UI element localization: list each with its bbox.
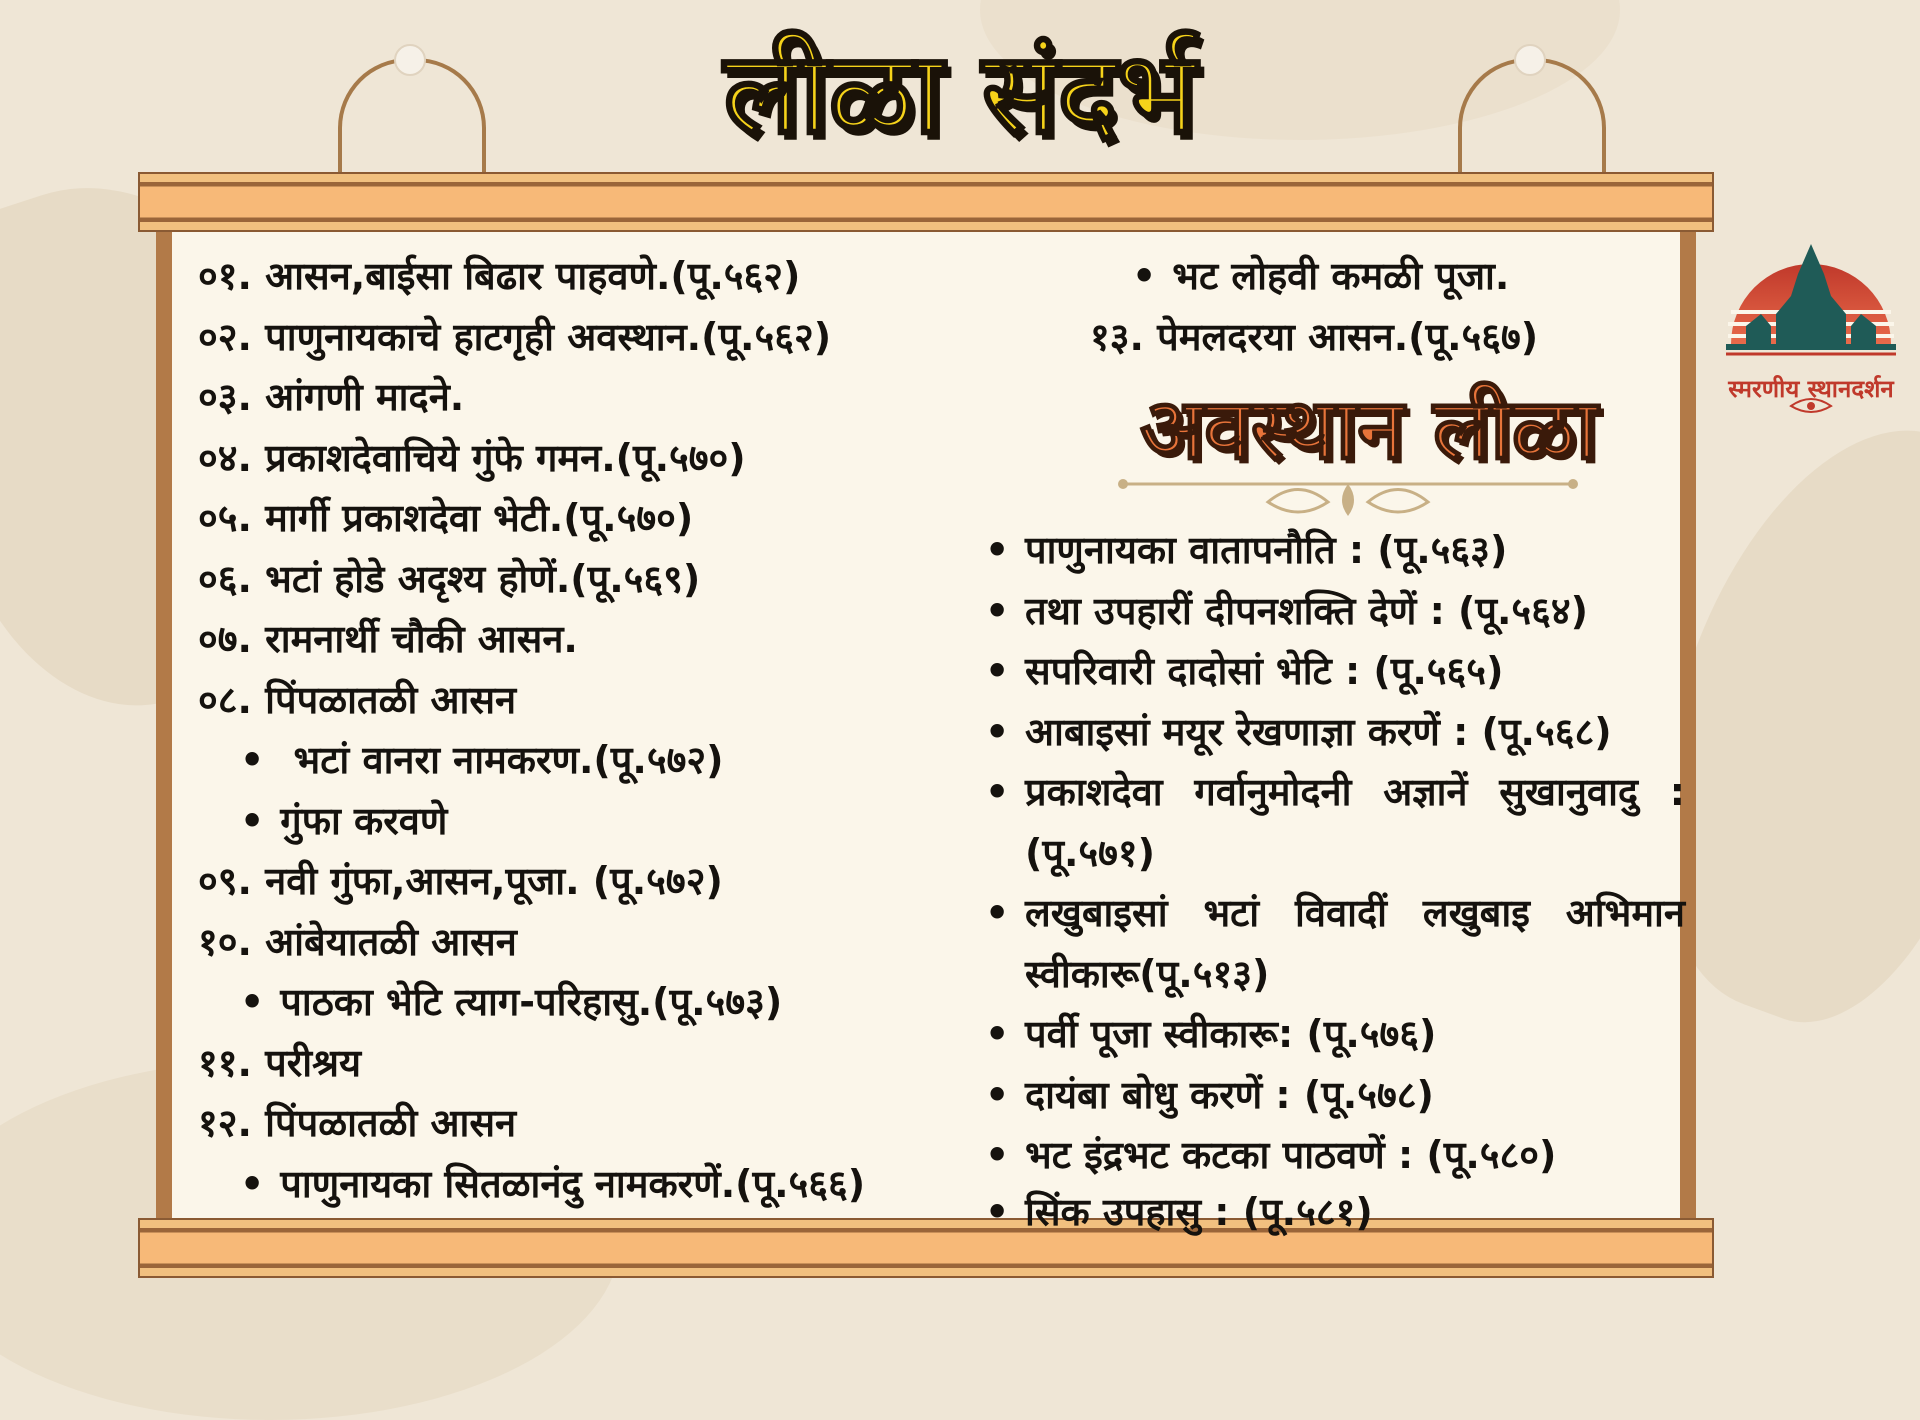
section-heading: अवस्थान लीळा	[1140, 379, 1598, 478]
list-item: • प्रकाशदेवा गर्वानुमोदनी अज्ञानें सुखानुवादु : (पू.५७१)	[985, 762, 1685, 883]
page-title: लीळा संदर्भ	[724, 28, 1196, 159]
list-item: • भट इंद्रभट कटका पाठवणें : (पू.५८०)	[985, 1125, 1685, 1186]
ornament-divider-icon	[1118, 462, 1578, 522]
list-item: ०७. रामनार्थी चौकी आसन.	[198, 617, 578, 661]
sub-list-item: • भटां वानरा नामकरण.(पू.५७२)	[198, 730, 958, 791]
list-item: • दायंबा बोधु करणें : (पू.५७८)	[985, 1065, 1685, 1126]
sub-list-item: • गुंफा करवणे	[198, 791, 958, 852]
scroll-top-rod	[138, 172, 1714, 232]
list-item: ०९. नवी गुंफा,आसन,पूजा. (पू.५७२)	[198, 859, 723, 903]
sub-list-item: • भट लोहवी कमळी पूजा.	[1090, 246, 1610, 307]
list-item: ०५. मार्गी प्रकाशदेवा भेटी.(पू.५७०)	[198, 496, 694, 540]
list-item: • आबाइसां मयूर रेखणाज्ञा करणें : (पू.५६८)	[985, 702, 1685, 763]
list-item: ११. परीश्रय	[198, 1040, 362, 1085]
sub-list-item: • पाठका भेटि त्याग-परिहासु.(पू.५७३)	[198, 972, 958, 1033]
list-item: ०४. प्रकाशदेवाचिये गुंफे गमन.(पू.५७०)	[198, 435, 746, 480]
left-list	[198, 246, 958, 1214]
sub-list-item: • पाणुनायका सितळानंदु नामकरणें.(पू.५६६)	[198, 1154, 958, 1215]
list-item: ०२. पाणुनायकाचे हाटगृही अवस्थान.(पू.५६२)	[198, 314, 832, 359]
list-item: १२. पिंपळातळी आसन	[198, 1101, 517, 1145]
list-item: १०. आंबेयातळी आसन	[198, 919, 517, 964]
list-item: • सपरिवारी दादोसां भेटि : (पू.५६५)	[985, 641, 1685, 702]
list-item: ०१. आसन,बाईसा बिढार पाहवणे.(पू.५६२)	[198, 254, 801, 298]
list-item: ०६. भटां होडे अदृश्य होणें.(पू.५६९)	[198, 556, 701, 601]
list-item: ०३. आंगणी मादने.	[198, 375, 465, 419]
right-top-list	[1090, 246, 1610, 367]
list-item: १३. पेमलदरया आसन.(पू.५६७)	[1090, 314, 1539, 359]
logo-text: स्मरणीय स्थानदर्शन	[1728, 374, 1894, 403]
list-item: ०८. पिंपळातळी आसन	[198, 677, 517, 722]
avasthan-list	[985, 520, 1685, 1238]
list-item: • तथा उपहारीं दीपनशक्ति देणें : (पू.५६४)	[985, 581, 1685, 642]
list-item: • लखुबाइसां भटां विवादीं लखुबाइ अभिमान स्वीकारू(पू.५१३)	[985, 883, 1685, 1004]
list-item: • पाणुनायका वातापनौति : (पू.५६३)	[985, 520, 1685, 581]
list-item: • पर्वी पूजा स्वीकारू: (पू.५७६)	[985, 1004, 1685, 1065]
list-item: • सिंक उपहासु : (पू.५८१)	[985, 1186, 1685, 1238]
